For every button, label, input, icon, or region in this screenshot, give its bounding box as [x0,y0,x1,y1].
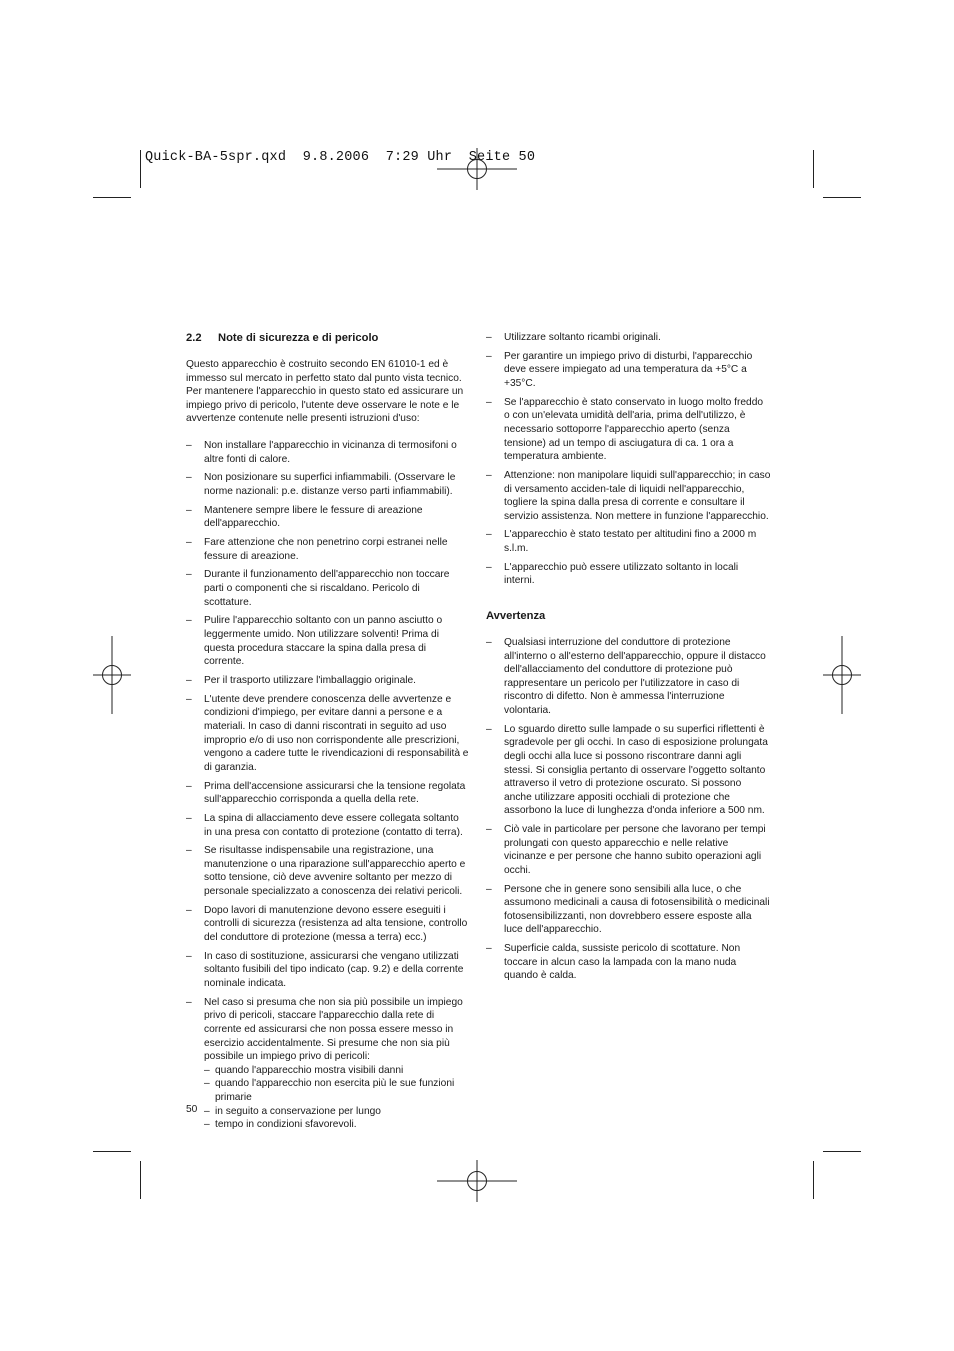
warning-item: – Persone che in genere sono sensibili alla luce, o che assumono medicinali a causa di fotosensibilità o medicinali fotosensibilizzanti, non dovrebbero essere esposte alla luce dell'apparecchio. [486,883,770,936]
list-item: – Dopo lavori di manutenzione devono essere eseguiti i controlli di sicurezza (resistenza ad alta tensione, controllo del conduttore di protezione (messa a terra) ecc.) [186,904,468,944]
registration-mark-top [437,148,517,190]
section-number: 2.2 [186,332,202,344]
crop-mark-bottom-left-h [93,1151,131,1152]
warning-item: – Qualsiasi interruzione del conduttore di protezione all'interno o all'esterno dell'apparecchio, oppure il distacco dell'allacciamento del conduttore di protezione può rappresentare un pericolo per l'utilizzatore in caso di riscontro di difetto. Non è ammessa l'interruzione volontaria. [486,637,766,716]
crop-mark-top-right-v [813,150,814,188]
crop-mark-bottom-right-v [813,1161,814,1199]
section-heading [186,331,469,345]
list-item: – Utilizzare soltanto ricambi originali. [486,332,661,343]
list-item-with-subitems: – Nel caso si presuma che non sia più possibile un impiego privo di pericoli, staccare l'apparecchio dalla rete di corrente ed assicurarsi che non possa essere messo in esercizio accidentalmente. Si presume che non sia più possibile un impiego privo di pericoli: – quando l'apparecchio mostra visibili danni – quando l'apparecchio non esercita più le sue funzioni primarie – in seguito a conservazione per lungo – tempo in condizioni sfavorevoli. [186,996,469,1132]
warning-item: – Ciò vale in particolare per persone che lavorano per tempi prolungati con questo apparecchio e nelle relative vicinanze e per persone che hanno subito operazioni agli occhi. [486,824,766,876]
sub-item: – in seguito a conservazione per lungo [204,1105,381,1117]
crop-mark-bottom-left-v [140,1161,141,1199]
list-item: – Mantenere sempre libere le fessure di areazione dell'apparecchio. [186,504,423,530]
list-item: – Se risultasse indispensabile una registrazione, una manutenzione o una riparazione sull'apparecchio aperto e sotto tensione, ciò deve avvenire soltanto per mezzo di personale specializzato a conoscenza dei relativi pericoli. [186,845,466,898]
registration-mark-bottom [437,1160,517,1202]
page-number: 50 [186,1104,198,1115]
list-item: – Fare attenzione che non penetrino corpi estranei nelle fessure di areazione. [186,537,448,562]
intro-paragraph: Questo apparecchio è costruito secondo EN 61010-1 ed è immesso sul mercato in perfetto stato dal punto vista tecnico. Per mantenere l'apparecchio in questo stato ed assicurare un impiego privo di pericolo, l'utente deve osservare le note e le avvertenze contenute nelle presenti istruzioni d'uso: [186,359,464,425]
list-item: – Se l'apparecchio è stato conservato in luogo molto freddo o con un'elevata umidità dell'aria, prima dell'utilizzo, è necessario sottoporre l'apparecchio aperto (senza tensione) ad un tempo di asciugatura di ca. 1 ora a temperatura ambiente. [486,396,764,463]
list-item: – Per garantire un impiego privo di disturbi, l'apparecchio deve essere impiegato ad una temperatura da +5°C a +35°C. [486,350,753,389]
sub-item: – quando l'apparecchio non esercita più le sue funzioni primarie [204,1078,455,1103]
crop-mark-top-right-h [823,197,861,198]
warning-item: – Superficie calda, sussiste pericolo di scottature. Non toccare in alcun caso la lampada con la mano nuda quando è calda. [486,943,741,982]
crop-mark-top-left-h [93,197,131,198]
list-item: – Prima dell'accensione assicurarsi che la tensione regolata sull'apparecchio corrisponda a quella della rete. [186,780,466,806]
list-item: – Non installare l'apparecchio in vicinanza di termosifoni o altre fonti di calore. [186,439,457,465]
crop-mark-top-left-v [140,150,141,188]
right-column [486,331,771,988]
list-item: – L'apparecchio può essere utilizzato soltanto in locali interni. [486,561,739,587]
list-item: – Pulire l'apparecchio soltanto con un panno asciutto o leggermente umido. Non utilizzare solventi! Prima di questa procedura staccare la spina dalla presa di corrente. [186,615,443,668]
list-item: – L'utente deve prendere conoscenza delle avvertenze e condizioni d'impiego, per evitare danni a persone e a materiali. In caso di danni riscontrati in seguito ad uso improprio e/o di uso non corrispondente alle prescrizioni, vengono a cadere tutte le rivendicazioni di responsabilità e di garanzia. [186,693,469,773]
print-slug: Quick-BA-5spr.qxd 9.8.2006 7:29 Uhr Seite 50 [145,150,536,165]
warning-heading: Avvertenza [486,610,546,623]
list-item: – Per il trasporto utilizzare l'imballaggio originale. [186,675,417,686]
registration-mark-right [823,636,861,714]
crop-mark-bottom-right-h [823,1151,861,1152]
list-item: – L'apparecchio è stato testato per altitudini fino a 2000 m s.l.m. [486,529,757,555]
registration-mark-left [93,636,131,714]
list-item: – Non posizionare su superfici infiammabili. (Osservare le norme nazionali: p.e. distanze verso parti infiammabili). [186,472,456,497]
list-item: – Durante il funzionamento dell'apparecchio non toccare parti o componenti che si riscaldano. Pericolo di scottature. [186,569,450,608]
sub-item: – quando l'apparecchio mostra visibili danni [204,1064,404,1076]
left-column [186,331,469,1137]
sub-item: – tempo in condizioni sfavorevoli. [204,1119,357,1131]
warning-item: – Lo sguardo diretto sulle lampade o su superfici riflettenti è sgradevole per gli occhi. In caso di esposizione prolungata degli occhi alla luce si possono riscontrare danni agli stessi. Si consiglia pertanto di osservare l'oggetto soltanto attraverso il vetro di protezione oscurato. Si possono anche utilizzare appositi occhiali di protezione che assorbono la luce di lunghezza d'onda inferiore a 500 nm. [486,723,768,817]
list-item: – La spina di allacciamento deve essere collegata soltanto in una presa con contatto di protezione (contatto di terra). [186,812,463,838]
list-item: – Attenzione: non manipolare liquidi sull'apparecchio; in caso di versamento acciden-tale di liquidi nell'apparecchio, togliere la spina dalla presa di corrente e consultare il servizio assistenza. Non mettere in funzione l'apparecchio. [486,469,771,522]
section-title: Note di sicurezza e di pericolo [218,332,379,344]
list-item: – In caso di sostituzione, assicurarsi che vengano utilizzati soltanto fusibili del tipo indicato (cap. 9.2) e della corrente nominale indicata. [186,950,464,989]
